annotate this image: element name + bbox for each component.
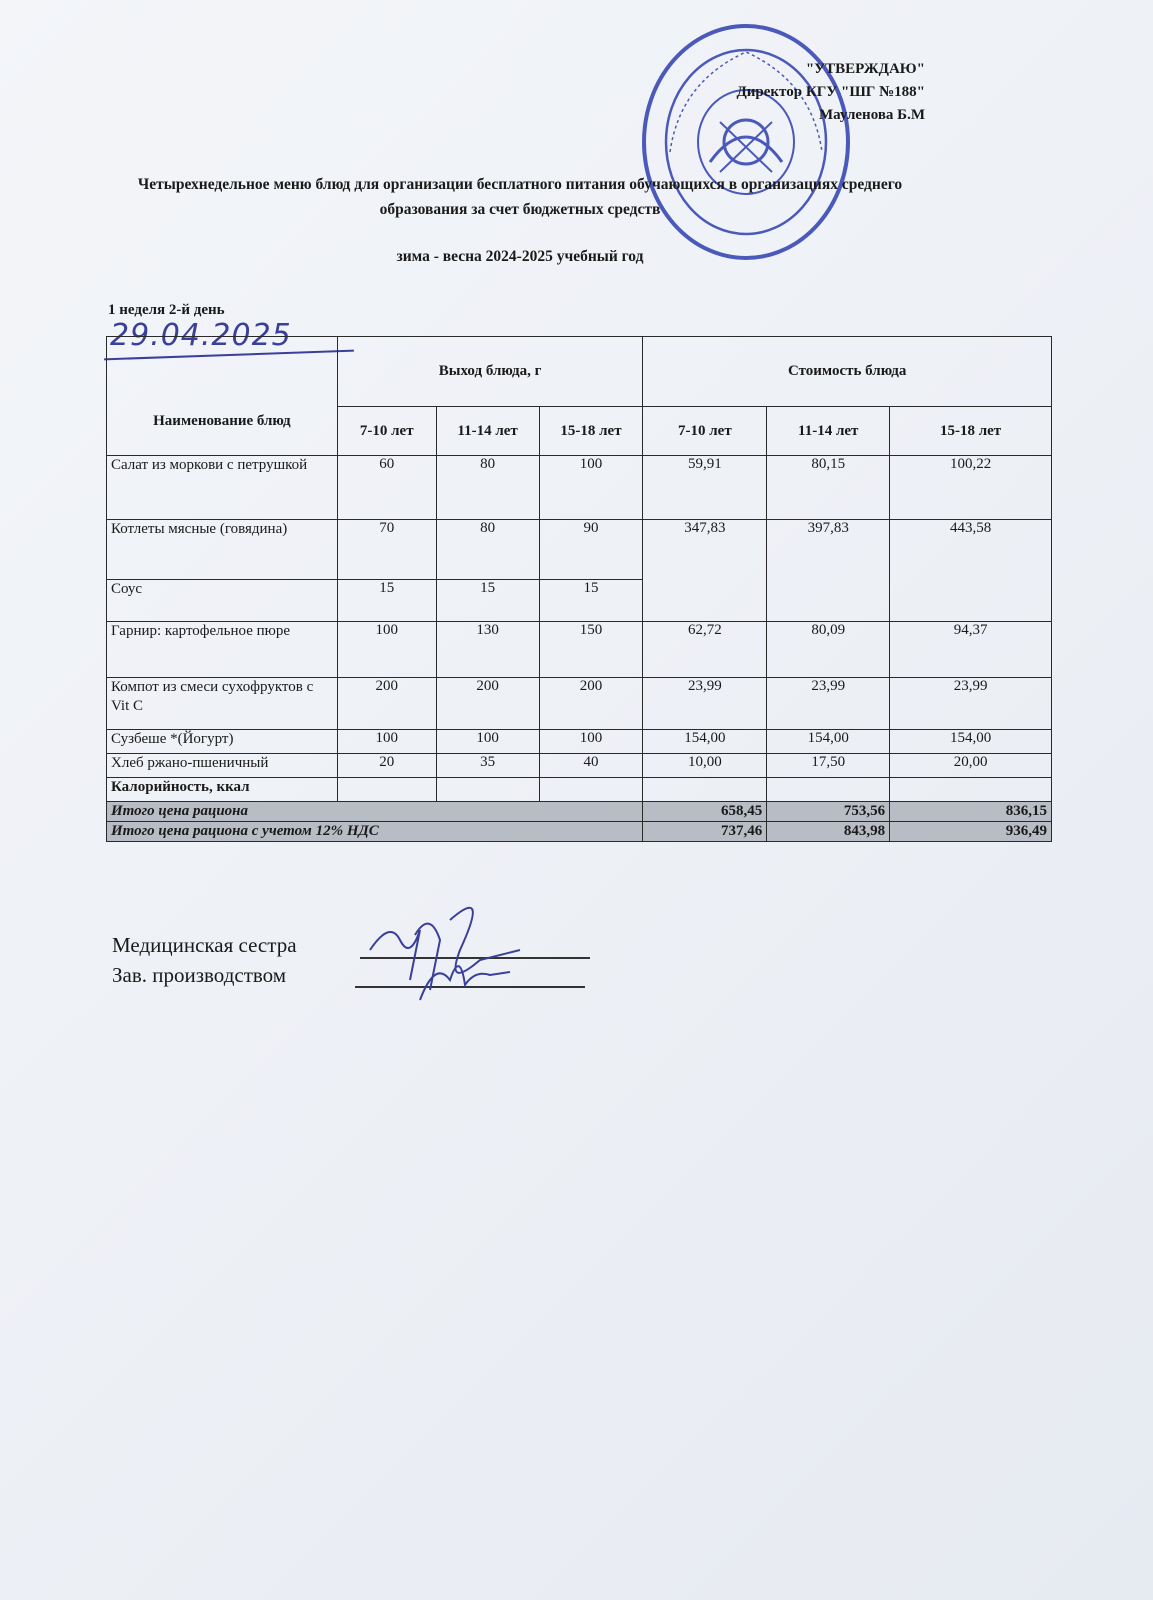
- yield-cell: 150: [539, 622, 643, 678]
- yield-cell: 80: [436, 456, 539, 520]
- cost-cell: 23,99: [890, 678, 1052, 730]
- cost-cell: 23,99: [643, 678, 767, 730]
- dish-name: Сузбеше *(Йогурт): [107, 730, 338, 754]
- approval-block: [736, 58, 925, 127]
- yield-cell: 100: [436, 730, 539, 754]
- cost-cell: 100,22: [890, 456, 1052, 520]
- cost-cell: 80,15: [767, 456, 890, 520]
- header-cost-age-1: 7-10 лет: [643, 407, 767, 456]
- approval-position: Директор КГУ "ШГ №188": [736, 84, 925, 100]
- dish-name: Котлеты мясные (говядина): [107, 520, 338, 580]
- dish-name: Соус: [107, 580, 338, 622]
- total-vat-value: 843,98: [767, 822, 890, 842]
- total-vat-value: 936,49: [890, 822, 1052, 842]
- header-yield-age-3: 15-18 лет: [539, 407, 643, 456]
- table-row: [107, 622, 1052, 678]
- cost-cell: 347,83: [643, 520, 767, 622]
- calories-cell: [337, 778, 436, 802]
- cost-cell: 80,09: [767, 622, 890, 678]
- yield-cell: 35: [436, 754, 539, 778]
- season-line: зима - весна 2024-2025 учебный год: [396, 248, 644, 265]
- table-row: [107, 730, 1052, 754]
- cost-cell: 443,58: [890, 520, 1052, 622]
- yield-cell: 90: [539, 520, 643, 580]
- calories-row: [107, 778, 1052, 802]
- staff-block: [112, 930, 297, 990]
- total-vat-value: 737,46: [643, 822, 767, 842]
- yield-cell: 15: [539, 580, 643, 622]
- calories-cell: [767, 778, 890, 802]
- yield-cell: 15: [337, 580, 436, 622]
- table-row: [107, 520, 1052, 580]
- approval-name: Мауленова Б.М: [818, 107, 925, 123]
- total-label: Итого цена рациона: [107, 802, 643, 822]
- menu-table: [106, 336, 1052, 842]
- header-yield: Выход блюда, г: [337, 337, 643, 407]
- cost-cell: 23,99: [767, 678, 890, 730]
- yield-cell: 200: [539, 678, 643, 730]
- calories-cell: [539, 778, 643, 802]
- header-cost-age-3: 15-18 лет: [890, 407, 1052, 456]
- yield-cell: 100: [539, 730, 643, 754]
- total-vat-row: [107, 822, 1052, 842]
- header-yield-age-2: 11-14 лет: [436, 407, 539, 456]
- yield-cell: 70: [337, 520, 436, 580]
- cost-cell: 397,83: [767, 520, 890, 622]
- calories-label: Калорийность, ккал: [107, 778, 338, 802]
- production-head-label: Зав. производством: [112, 963, 287, 987]
- header-cost: Стоимость блюда: [643, 337, 1052, 407]
- yield-cell: 60: [337, 456, 436, 520]
- cost-cell: 154,00: [767, 730, 890, 754]
- handwritten-date: 29.04.2025: [110, 318, 292, 353]
- table-row: [107, 754, 1052, 778]
- handwritten-signatures: [360, 890, 540, 1010]
- yield-cell: 100: [337, 622, 436, 678]
- calories-cell: [436, 778, 539, 802]
- yield-cell: 200: [436, 678, 539, 730]
- total-value: 658,45: [643, 802, 767, 822]
- yield-cell: 130: [436, 622, 539, 678]
- dish-name: Салат из моркови с петрушкой: [107, 456, 338, 520]
- total-value: 753,56: [767, 802, 890, 822]
- header-dish-name: Наименование блюд: [107, 337, 338, 456]
- table-row: [107, 678, 1052, 730]
- header-cost-age-2: 11-14 лет: [767, 407, 890, 456]
- dish-name: Хлеб ржано-пшеничный: [107, 754, 338, 778]
- dish-name: Компот из смеси сухофруктов с Vit C: [107, 678, 338, 730]
- approval-heading: "УТВЕРЖДАЮ": [805, 61, 925, 77]
- yield-cell: 80: [436, 520, 539, 580]
- yield-cell: 100: [539, 456, 643, 520]
- dish-name: Гарнир: картофельное пюре: [107, 622, 338, 678]
- table-row: [107, 456, 1052, 520]
- yield-cell: 40: [539, 754, 643, 778]
- cost-cell: 20,00: [890, 754, 1052, 778]
- cost-cell: 17,50: [767, 754, 890, 778]
- cost-cell: 62,72: [643, 622, 767, 678]
- document-title: Четырехнедельное меню блюд для организации бесплатного питания обучающихся в организациях среднего образования за счет бюджетных средств: [137, 176, 903, 218]
- nurse-label: Медицинская сестра: [112, 933, 297, 957]
- yield-cell: 20: [337, 754, 436, 778]
- calories-cell: [643, 778, 767, 802]
- yield-cell: 15: [436, 580, 539, 622]
- yield-cell: 100: [337, 730, 436, 754]
- cost-cell: 94,37: [890, 622, 1052, 678]
- header-yield-age-1: 7-10 лет: [337, 407, 436, 456]
- cost-cell: 59,91: [643, 456, 767, 520]
- cost-cell: 154,00: [643, 730, 767, 754]
- yield-cell: 200: [337, 678, 436, 730]
- cost-cell: 10,00: [643, 754, 767, 778]
- total-value: 836,15: [890, 802, 1052, 822]
- cost-cell: 154,00: [890, 730, 1052, 754]
- total-row: [107, 802, 1052, 822]
- calories-cell: [890, 778, 1052, 802]
- week-day-label: 1 неделя 2-й день: [108, 302, 225, 318]
- total-vat-label: Итого цена рациона с учетом 12% НДС: [107, 822, 643, 842]
